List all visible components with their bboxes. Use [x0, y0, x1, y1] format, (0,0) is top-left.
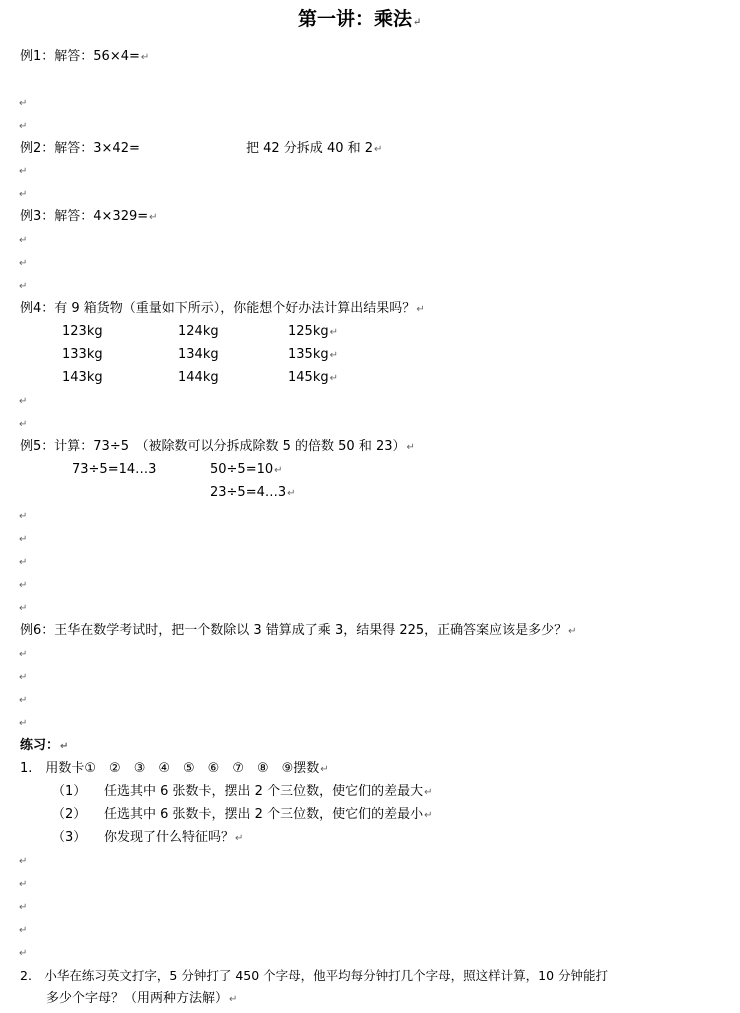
weight-cell: 123kg — [62, 324, 103, 339]
paragraph-mark: ↵ — [19, 695, 28, 706]
weight-cell: 145kg↵ — [288, 370, 338, 385]
example-4-question: 例4：有 9 箱货物（重量如下所示），你能想个好办法计算出结果吗？↵ — [20, 301, 425, 316]
paragraph-mark: ↵ — [19, 258, 28, 269]
practice-2-question-continued: 多少个字母？（用两种方法解）↵ — [46, 991, 238, 1006]
paragraph-mark: ↵ — [19, 189, 28, 200]
example-2-question: 例2：解答：3×42= — [20, 141, 140, 156]
practice-1-item-number: （2） — [52, 807, 87, 822]
weight-cell: 144kg — [178, 370, 219, 385]
example-6-question: 例6：王华在数学考试时，把一个数除以 3 错算成了乘 3，结果得 225，正确答案应该是多少？↵ — [20, 623, 577, 638]
paragraph-mark: ↵ — [19, 649, 28, 660]
weight-cell: 134kg — [178, 347, 219, 362]
paragraph-mark: ↵ — [19, 534, 28, 545]
paragraph-mark: ↵ — [19, 166, 28, 177]
weight-cell: 135kg↵ — [288, 347, 338, 362]
paragraph-mark: ↵ — [19, 856, 28, 867]
example-5-step: 23÷5=4…3↵ — [210, 485, 296, 500]
example-2-hint: 把 42 分拆成 40 和 2↵ — [246, 141, 383, 156]
weight-cell: 143kg — [62, 370, 103, 385]
weight-cell: 133kg — [62, 347, 103, 362]
practice-2-question: 2. 小华在练习英文打字，5 分钟打了 450 个字母，他平均每分钟打几个字母，照这样计算，10 分钟能打 — [20, 968, 609, 983]
example-5-answer: 73÷5=14…3 — [72, 462, 157, 477]
paragraph-mark: ↵ — [19, 121, 28, 132]
paragraph-mark: ↵ — [19, 396, 28, 407]
paragraph-mark: ↵ — [19, 948, 28, 959]
paragraph-mark: ↵ — [19, 511, 28, 522]
paragraph-mark: ↵ — [19, 419, 28, 430]
paragraph-mark: ↵ — [19, 672, 28, 683]
paragraph-mark: ↵ — [19, 98, 28, 109]
paragraph-mark: ↵ — [19, 879, 28, 890]
example-5-step: 50÷5=10↵ — [210, 462, 283, 477]
example-5-question: 例5：计算：73÷5 （被除数可以分拆成除数 5 的倍数 50 和 23）↵ — [20, 439, 415, 454]
paragraph-mark: ↵ — [19, 603, 28, 614]
example-1-question: 例1：解答：56×4=↵ — [20, 49, 150, 64]
practice-heading: 练习：↵ — [20, 738, 69, 753]
paragraph-mark: ↵ — [19, 235, 28, 246]
practice-1-item: 任选其中 6 张数卡，摆出 2 个三位数，使它们的差最小↵ — [104, 807, 433, 822]
page-title: 第一讲：乘法↵ — [298, 8, 422, 30]
practice-1-item: 任选其中 6 张数卡，摆出 2 个三位数，使它们的差最大↵ — [104, 784, 433, 799]
paragraph-mark: ↵ — [19, 580, 28, 591]
example-3-question: 例3：解答：4×329=↵ — [20, 209, 158, 224]
paragraph-mark: ↵ — [19, 718, 28, 729]
practice-1-question: 1. 用数卡① ② ③ ④ ⑤ ⑥ ⑦ ⑧ ⑨摆数↵ — [20, 761, 329, 776]
paragraph-mark: ↵ — [19, 902, 28, 913]
weight-cell: 125kg↵ — [288, 324, 338, 339]
weight-cell: 124kg — [178, 324, 219, 339]
paragraph-mark: ↵ — [19, 925, 28, 936]
practice-1-item-number: （1） — [52, 784, 87, 799]
paragraph-mark: ↵ — [19, 557, 28, 568]
practice-1-item: 你发现了什么特征吗？↵ — [104, 830, 244, 845]
paragraph-mark: ↵ — [19, 281, 28, 292]
practice-1-item-number: （3） — [52, 830, 87, 845]
